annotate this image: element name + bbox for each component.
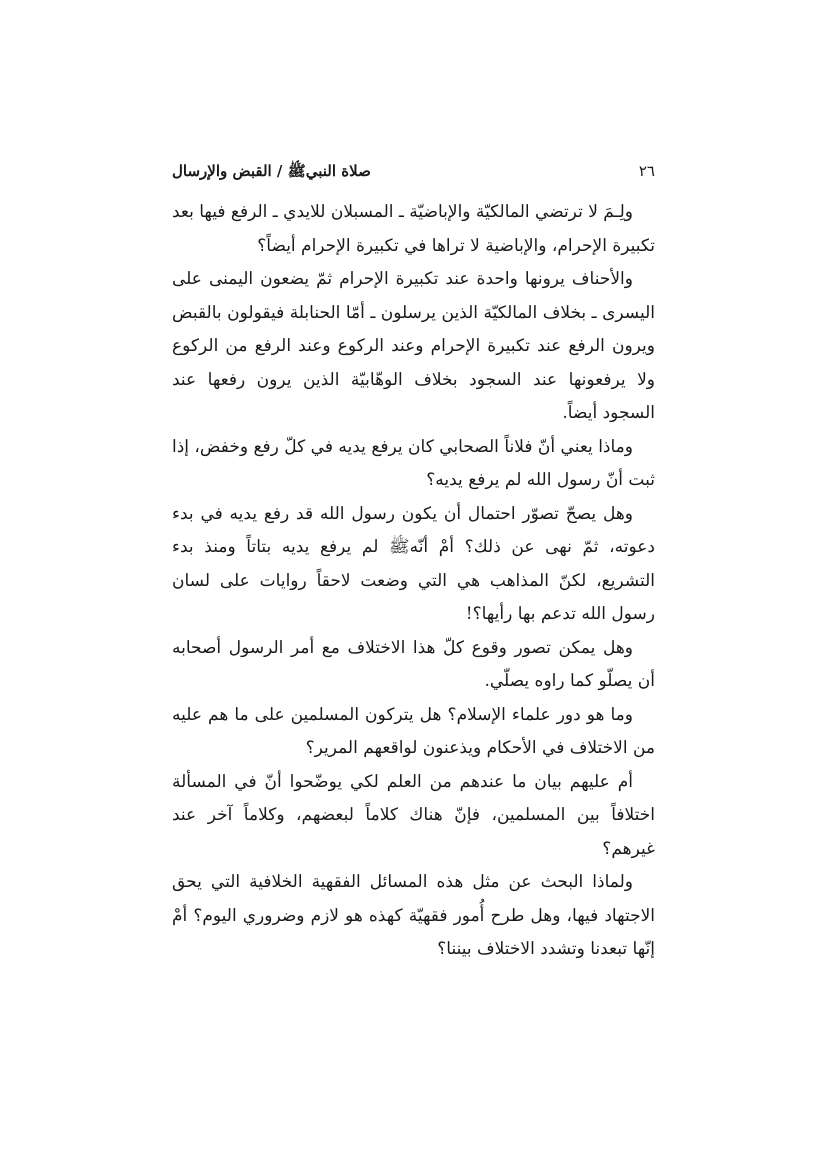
- paragraph: وهل يصحّ تصوّر احتمال أن يكون رسول الله قد رفع يديه في بدء دعوته، ثمّ نهى عن ذلك؟ أمْ أنّهﷺ لم يرفع يديه بتاتاً ومنذ بدء التشريع، لكنّ المذاهب هي التي وضعت لاحقاً روايات على لسان رسول الله تدعم بها رأيها؟!: [172, 503, 655, 624]
- paragraph: وهل يمكن تصور وقوع كلّ هذا الاختلاف مع أمر الرسول أصحابه أن يصلّو كما راوه يصلّي.: [172, 637, 655, 691]
- running-head: [172, 157, 655, 185]
- page-number: ٢٦: [638, 162, 655, 180]
- paragraph: وما هو دور علماء الإسلام؟ هل يتركون المسلمين على ما هم عليه من الاختلاف في الأحكام ويذعنون لواقعهم المرير؟: [172, 704, 655, 758]
- paragraph: أم عليهم بيان ما عندهم من العلم لكي يوضّحوا أنّ في المسألة اختلافاً بين المسلمين، فإنّ هناك كلاماً لبعضهم، وكلاماً آخر عند غيرهم؟: [172, 771, 655, 859]
- paragraph: ولماذا البحث عن مثل هذه المسائل الفقهية الخلافية التي يحق الاجتهاد فيها، وهل طرح أُمور فقهيّة كهذه هو لازم وضروري اليوم؟ أمْ إنّها تبعدنا وتشدد الاختلاف بيننا؟: [172, 872, 655, 959]
- header-title: صلاة النبيﷺ / القبض والإرسال: [172, 162, 371, 180]
- paragraph: ولِـمَ لا ترتضي المالكيّة والإباضيّة ـ المسبلان للايدي ـ الرفع فيها بعد تكبيرة الإحرام، والإباضية لا تراها في تكبيرة الإحرام أيضاً؟: [171, 202, 655, 256]
- paragraph: وماذا يعني أنّ فلاناً الصحابي كان يرفع يديه في كلّ رفع وخفض، إذا ثبت أنّ رسول الله لم يرفع يديه؟: [172, 436, 655, 490]
- paragraph: والأحناف يرونها واحدة عند تكبيرة الإحرام ثمّ يضعون اليمنى على اليسرى ـ بخلاف المالكيّة الذين يرسلون ـ أمّا الحنابلة فيقولون بالقبض ويرون الرفع عند تكبيرة الإحرام وعند الركوع وعند الرفع من الركوع ولا يرفعونها عند السجود بخلاف الوهّابيّة الذين يرون رفعها عند السجود أيضاً.: [172, 269, 655, 423]
- body-text: [172, 196, 655, 967]
